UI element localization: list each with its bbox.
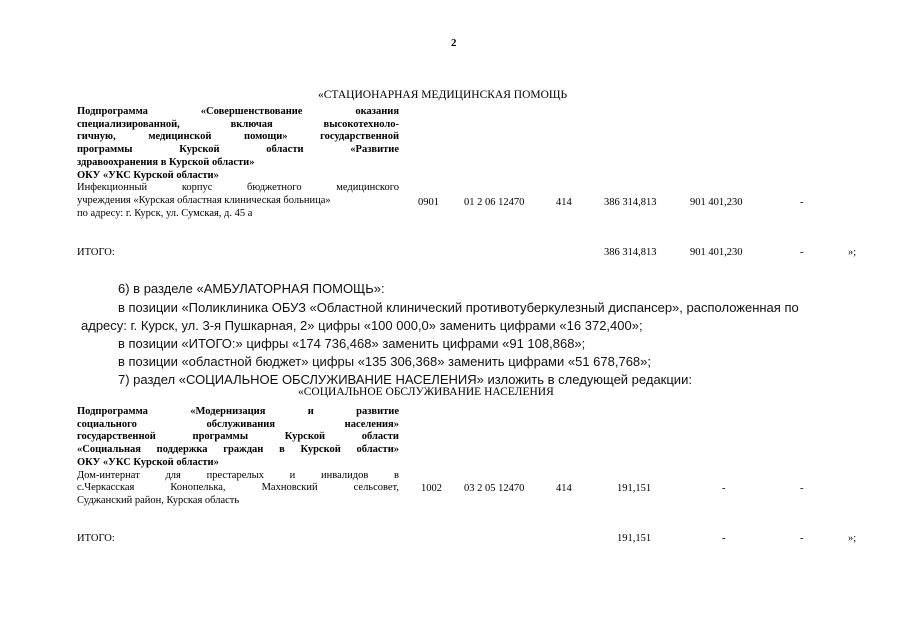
quote-close: »;: [848, 247, 857, 258]
amount-3: -: [800, 197, 804, 208]
total-amount-2: -: [722, 533, 726, 544]
total-label: ИТОГО:: [77, 247, 115, 258]
program-line: государственной программы Курской области: [77, 431, 399, 443]
quote-close: »;: [848, 533, 857, 544]
organization-name: ОКУ «УКС Курской области»: [77, 169, 219, 181]
program-line: гичную, медицинской помощи» государственной: [77, 131, 399, 143]
program-line: «Социальная поддержка граждан в Курской области»: [77, 444, 399, 456]
program-line: социального обслуживания населения»: [77, 418, 399, 430]
section2-description: [77, 406, 399, 508]
paragraph-7: 7) раздел «СОЦИАЛЬНОЕ ОБСЛУЖИВАНИЕ НАСЕЛЕНИЯ» изложить в следующей редакции:: [118, 372, 692, 387]
program-line: Подпрограмма «Совершенствование оказания: [77, 106, 399, 117]
item-line: Суджанский район, Курская область: [77, 494, 240, 506]
item-line: с.Черкасская Конопелька, Махновский сельсовет,: [77, 482, 399, 494]
total-amount-2: 901 401,230: [690, 247, 743, 258]
paragraph-6c: в позиции «областной бюджет» цифры «135 306,368» заменить цифрами «51 678,768»;: [118, 354, 652, 369]
program-line: специализированной, включая высокотехноло-: [77, 118, 399, 130]
program-line: программы Курской области «Развитие: [77, 144, 399, 156]
total-label: ИТОГО:: [77, 533, 115, 544]
program-line: здравоохранения в Курской области»: [77, 156, 255, 168]
section-code: 1002: [421, 483, 442, 494]
amount-2: -: [722, 483, 726, 494]
paragraph-6b: в позиции «ИТОГО:» цифры «174 736,468» заменить цифрами «91 108,868»;: [118, 336, 586, 351]
total-amount-3: -: [800, 533, 804, 544]
total-amount-1: 191,151: [617, 533, 652, 544]
page-number: 2: [451, 37, 457, 49]
target-article: 03 2 05 12470: [464, 483, 525, 494]
expense-type: 414: [556, 483, 572, 494]
organization-name: ОКУ «УКС Курской области»: [77, 456, 219, 468]
target-article: 01 2 06 12470: [464, 197, 525, 208]
item-line: по адресу: г. Курск, ул. Сумская, д. 45 а: [77, 207, 253, 219]
amount-1: 386 314,813: [604, 197, 657, 208]
section1-description: [77, 106, 399, 220]
total-amount-3: -: [800, 247, 804, 258]
section-code: 0901: [418, 197, 439, 208]
item-line: учреждения «Курская областная клиническая больница»: [77, 194, 331, 206]
program-line: Подпрограмма «Модернизация и развитие: [77, 406, 399, 417]
item-line: Инфекционный корпус бюджетного медицинского: [77, 182, 399, 194]
paragraph-6a-line1: в позиции «Поликлиника ОБУЗ «Областной клинический противотуберкулезный диспансер», расположенная по: [118, 300, 799, 315]
amount-2: 901 401,230: [690, 197, 743, 208]
amount-3: -: [800, 483, 804, 494]
item-line: Дом-интернат для престарелых и инвалидов в: [77, 469, 399, 481]
amount-1: 191,151: [617, 483, 652, 494]
expense-type: 414: [556, 197, 572, 208]
section-title-inpatient: «СТАЦИОНАРНАЯ МЕДИЦИНСКАЯ ПОМОЩЬ: [318, 89, 568, 101]
section-title-social: «СОЦИАЛЬНОЕ ОБСЛУЖИВАНИЕ НАСЕЛЕНИЯ: [298, 386, 554, 398]
paragraph-6a-line2: адресу: г. Курск, ул. 3-я Пушкарная, 2» цифры «100 000,0» заменить цифрами «16 372,400»;: [81, 318, 643, 333]
total-amount-1: 386 314,813: [604, 247, 657, 258]
paragraph-6: 6) в разделе «АМБУЛАТОРНАЯ ПОМОЩЬ»:: [118, 281, 385, 296]
